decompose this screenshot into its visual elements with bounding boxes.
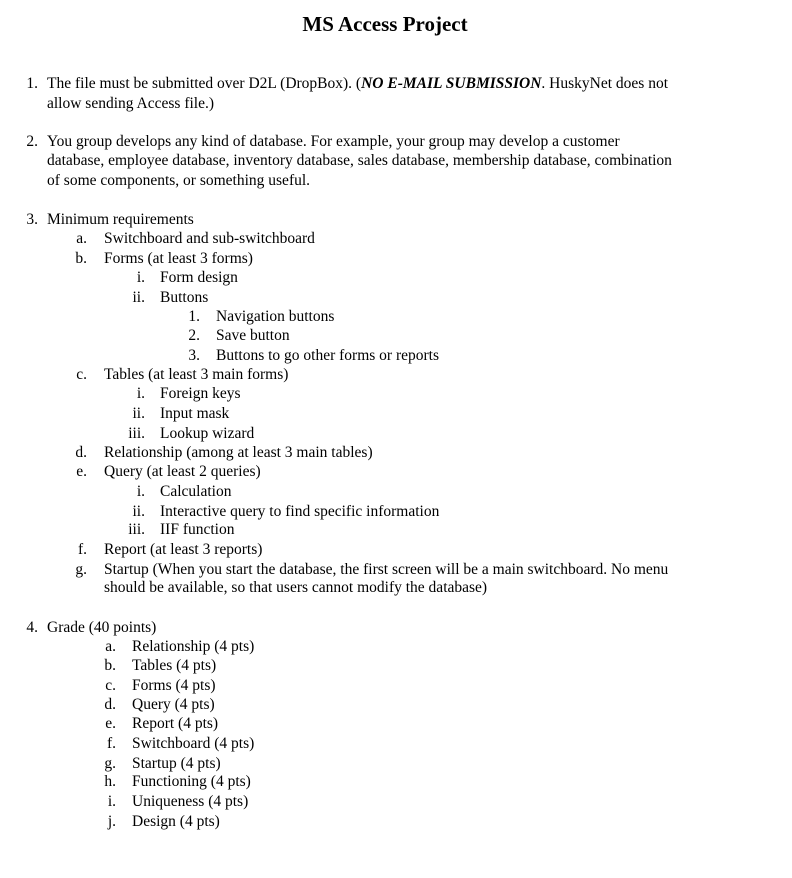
req-forms-buttons: Buttons [160,289,209,306]
grade-letter: e. [105,715,116,732]
req-query: Query (at least 2 queries) [104,463,261,480]
sub-letter: f. [77,541,87,558]
grade-letter: f. [106,735,116,752]
item-number: 2. [26,133,38,150]
req-lookup-wizard: Lookup wizard [160,425,255,442]
grade-letter: a. [105,638,116,655]
grade-item: Report (4 pts) [132,715,219,732]
req-calculation: Calculation [160,483,232,500]
item3-heading: Minimum requirements [47,211,194,228]
grade-letter: h. [104,773,116,790]
sub-letter: b. [75,250,87,267]
req-foreign-keys: Foreign keys [160,385,241,402]
roman-numeral: iii. [128,425,145,442]
grade-item: Startup (4 pts) [132,755,221,772]
req-iif-function: IIF function [160,521,235,538]
grade-letter: b. [104,657,116,674]
sub-letter: c. [76,366,87,383]
item2-line3: of some components, or something useful. [47,172,311,189]
sub-number: 3. [188,347,200,364]
item2-line1: You group develops any kind of database. For example, your group may develop a customer [47,133,620,150]
grade-letter: d. [104,696,116,713]
no-email-emphasis: NO E-MAIL SUBMISSION [361,75,542,92]
req-forms: Forms (at least 3 forms) [104,250,253,267]
req-save-button: Save button [216,327,290,344]
sub-letter: a. [76,230,87,247]
roman-numeral: i. [136,483,145,500]
grade-letter: i. [107,793,116,810]
grade-item: Uniqueness (4 pts) [132,793,249,810]
item-number: 4. [26,619,38,636]
req-report: Report (at least 3 reports) [104,541,263,558]
sub-letter: e. [76,463,87,480]
req-startup-line2: should be available, so that users cannot modify the database) [104,579,488,596]
item1-line1: The file must be submitted over D2L (DropBox). (NO E-MAIL SUBMISSION. HuskyNet does not [47,75,668,92]
grade-letter: g. [104,755,116,772]
sub-number: 2. [188,327,200,344]
grade-letter: c. [105,677,116,694]
item2-line2: database, employee database, inventory database, sales database, membership database, combination [47,152,672,169]
sub-letter: g. [75,561,87,578]
req-tables: Tables (at least 3 main forms) [104,366,289,383]
grade-letter: j. [107,813,116,830]
item1-line2: allow sending Access file.) [47,95,215,112]
req-relationship: Relationship (among at least 3 main tables) [104,444,373,461]
req-input-mask: Input mask [160,405,230,422]
req-navigation-buttons: Navigation buttons [216,308,335,325]
grade-item: Tables (4 pts) [132,657,217,674]
grade-item: Switchboard (4 pts) [132,735,255,752]
grade-item: Design (4 pts) [132,813,220,830]
roman-numeral: i. [136,385,145,402]
item-number: 3. [26,211,38,228]
req-startup-line1: Startup (When you start the database, the first screen will be a main switchboard. No menu [104,561,669,578]
page-title: MS Access Project [302,12,468,36]
grade-item: Functioning (4 pts) [132,773,251,790]
roman-numeral: ii. [132,503,145,520]
req-interactive-query: Interactive query to find specific information [160,503,440,520]
req-switchboard: Switchboard and sub-switchboard [104,230,315,247]
sub-letter: d. [75,444,87,461]
grade-item: Forms (4 pts) [132,677,216,694]
grade-item: Relationship (4 pts) [132,638,255,655]
grade-heading: Grade (40 points) [47,619,157,636]
req-forms-design: Form design [160,269,238,286]
roman-numeral: ii. [132,289,145,306]
roman-numeral: i. [136,269,145,286]
item-number: 1. [26,75,38,92]
roman-numeral: iii. [128,521,145,538]
grade-item: Query (4 pts) [132,696,215,713]
sub-number: 1. [188,308,200,325]
roman-numeral: ii. [132,405,145,422]
req-other-buttons: Buttons to go other forms or reports [216,347,440,364]
